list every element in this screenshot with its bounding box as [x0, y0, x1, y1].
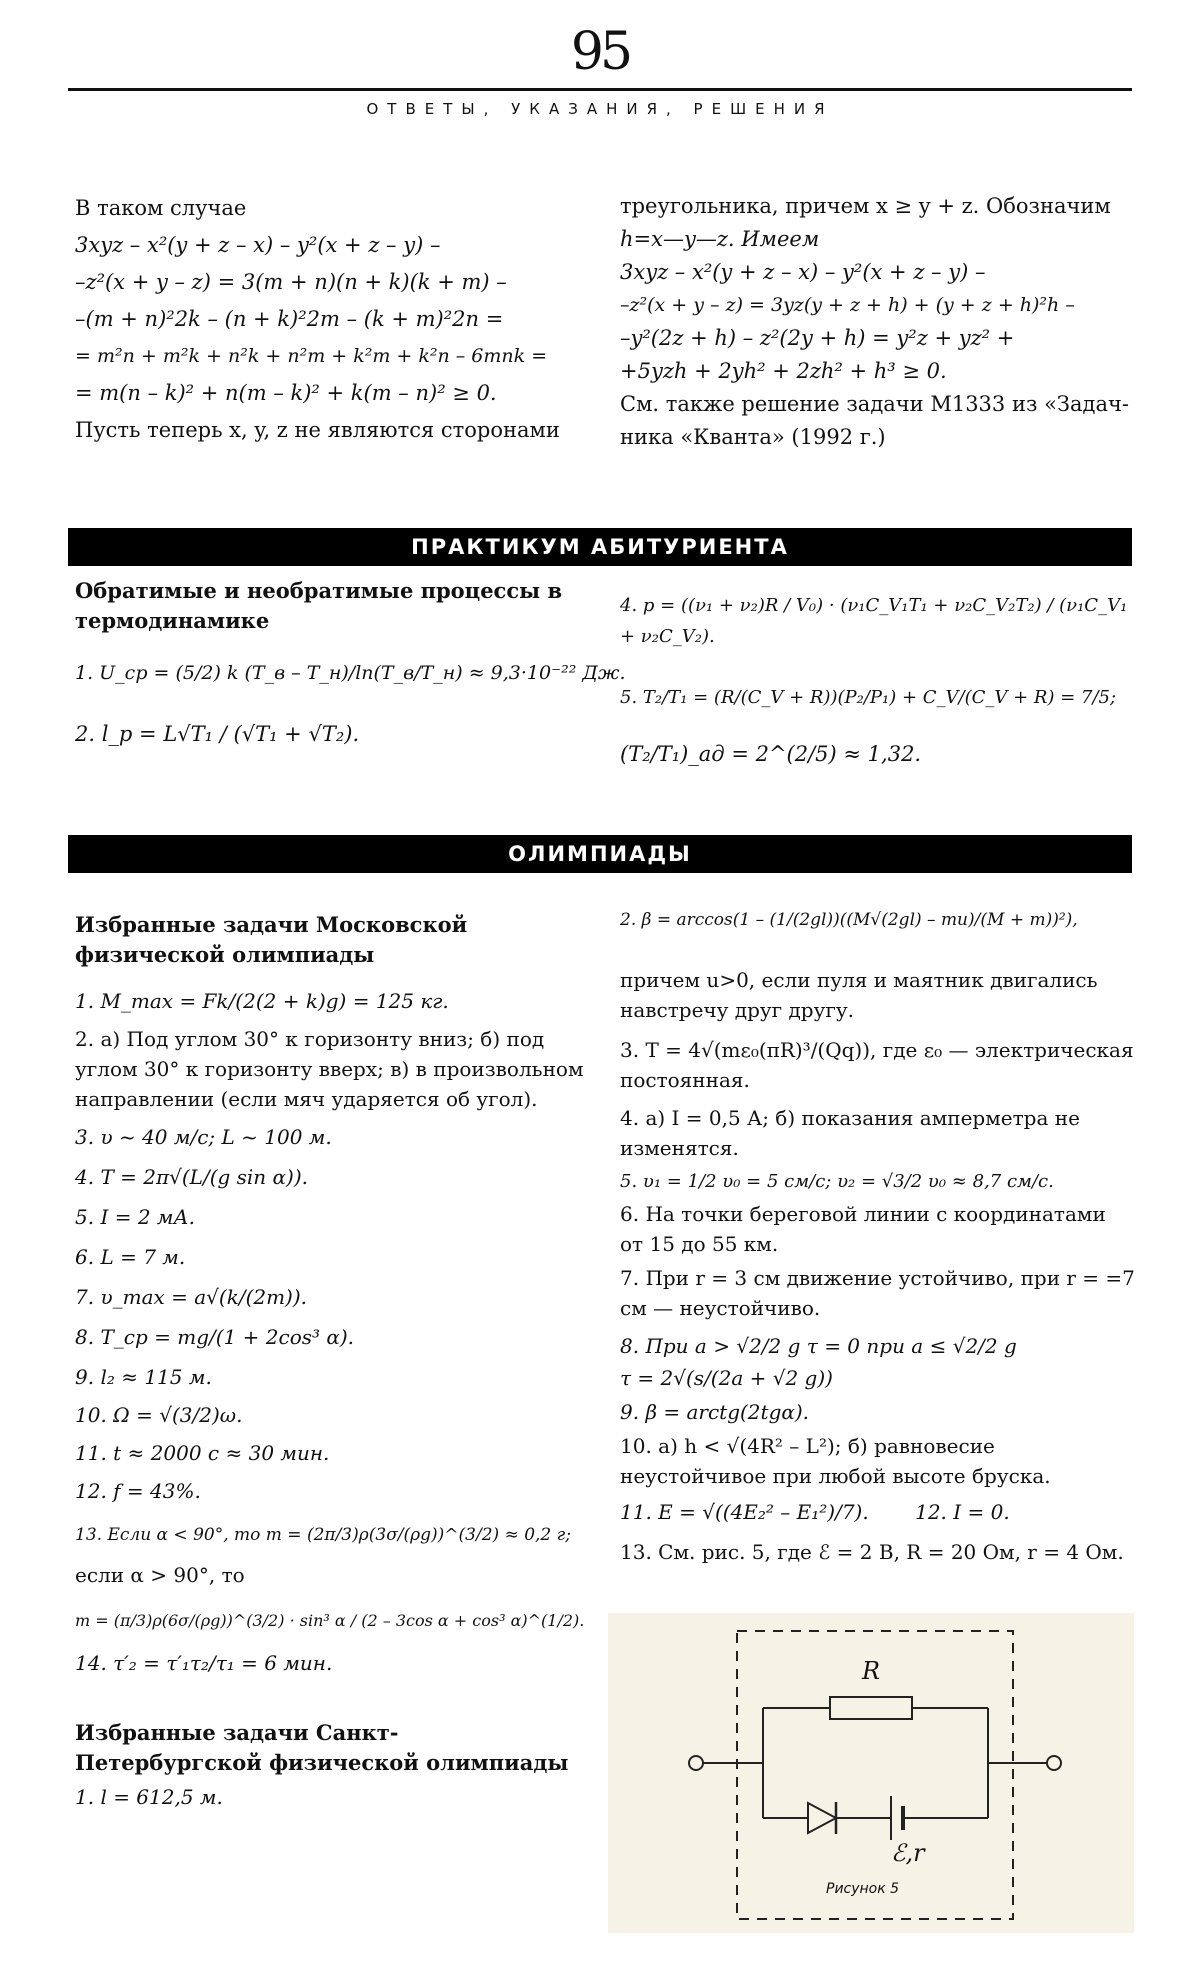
- top-right-column: [620, 190, 1140, 454]
- text-line: ника «Кванта» (1992 г.): [620, 425, 886, 449]
- answer-item: 12. I = 0.: [915, 1500, 1010, 1524]
- formula-line: 3xyz – x²(y + z – x) – y²(x + z – y) –: [620, 260, 986, 284]
- answer-item: 1. l = 612,5 м.: [75, 1785, 223, 1809]
- formula-line: h=x—y—z. Имеем: [620, 227, 820, 251]
- answer-item: 1. M_max = Fk/(2(2 + k)g) = 125 кг.: [75, 989, 449, 1013]
- terminal-left: [689, 1756, 703, 1770]
- answer-item: 2. а) Под углом 30° к горизонту вниз; б) под углом 30° к горизонту вверх; в) в произвольном направлении (если мяч ударяется об угол).: [75, 1027, 584, 1111]
- section-bar-practicum: ПРАКТИКУМ АБИТУРИЕНТА: [68, 528, 1132, 566]
- answer-item: 6. L = 7 м.: [75, 1245, 186, 1269]
- answer-item: 11. E = √((4E₂² – E₁²)/7).: [620, 1500, 869, 1524]
- formula-line: +5yzh + 2yh² + 2zh² + h³ ≥ 0.: [620, 359, 947, 383]
- answer-item: 9. β = arctg(2tgα).: [620, 1400, 810, 1424]
- olympiad-right-column: [620, 905, 1135, 1567]
- page-number: 95: [570, 22, 630, 82]
- answer-item: 8. При a > √2/2 g τ = 0 при a ≤ √2/2 g: [620, 1334, 1017, 1358]
- answer-item: 4. T = 2π√(L/(g sin α)).: [75, 1165, 309, 1189]
- answer-item: причем u>0, если пуля и маятник двигались навстречу друг другу.: [620, 968, 1098, 1022]
- emf-label: ℰ,r: [891, 1839, 925, 1867]
- text-line: треугольника, причем x ≥ y + z. Обозначим: [620, 194, 1111, 218]
- answer-item: (T₂/T₁)_ад = 2^(2/5) ≈ 1,32.: [620, 742, 922, 766]
- text-line: См. также решение задачи М1333 из «Задач-: [620, 392, 1129, 416]
- answer-item: 10. Ω = √(3/2)ω.: [75, 1403, 243, 1427]
- answer-item: 13. См. рис. 5, где ℰ = 2 В, R = 20 Ом, r = 4 Ом.: [620, 1540, 1124, 1564]
- diode-triangle: [808, 1803, 836, 1833]
- formula-line: –z²(x + y – z) = 3(m + n)(n + k)(k + m) –: [75, 270, 507, 294]
- section-subhead: Избранные задачи Санкт-Петербургской физической олимпиады: [75, 1720, 569, 1775]
- answer-item: 7. При r = 3 см движение устойчиво, при r = =7 см — неустойчиво.: [620, 1266, 1135, 1320]
- answer-item: 12. f = 43%.: [75, 1479, 201, 1503]
- resistor-label: R: [862, 1657, 881, 1685]
- answer-item: 3. υ ~ 40 м/с; L ~ 100 м.: [75, 1125, 332, 1149]
- answer-item: 4. а) I = 0,5 А; б) показания амперметра не изменятся.: [620, 1106, 1080, 1160]
- section-bar-olympiads: ОЛИМПИАДЫ: [68, 835, 1132, 873]
- answer-item: 3. T = 4√(mε₀(πR)³/(Qq)), где ε₀ — электрическая постоянная.: [620, 1038, 1134, 1092]
- text-line: В таком случае: [75, 196, 247, 220]
- answer-item: если α > 90°, то: [75, 1563, 245, 1587]
- answer-item: 9. l₂ ≈ 115 м.: [75, 1365, 212, 1389]
- formula-line: 3xyz – x²(y + z – x) – y²(x + z – y) –: [75, 233, 441, 257]
- answer-item: 4. p = ((ν₁ + ν₂)R / V₀) · (ν₁C_V₁T₁ + ν₂C_V₂T₂) / (ν₁C_V₁ + ν₂C_V₂).: [620, 595, 1128, 647]
- answer-item: 10. а) h < √(4R² – L²); б) равновесие неустойчивое при любой высоте бруска.: [620, 1434, 1051, 1488]
- text-line: Пусть теперь x, y, z не являются сторонами: [75, 418, 560, 442]
- answer-item: 1. U_ср = (5/2) k (T_в – T_н)/ln(T_в/T_н) ≈ 9,3·10⁻²² Дж.: [75, 662, 626, 684]
- formula-line: = m²n + m²k + n²k + n²m + k²m + k²n – 6mnk =: [75, 345, 548, 367]
- resistor: [830, 1697, 912, 1719]
- figure-caption: Рисунок 5: [826, 1881, 900, 1897]
- answer-item: 8. T_ср = mg/(1 + 2cos³ α).: [75, 1325, 355, 1349]
- section-subhead: Обратимые и необратимые процессы в термодинамике: [75, 578, 563, 633]
- answer-item: τ = 2√(s/(2a + √2 g)): [620, 1366, 833, 1390]
- answer-item: 2. l_р = L√T₁ / (√T₁ + √T₂).: [75, 722, 360, 746]
- answer-item: 5. T₂/T₁ = (R/(C_V + R))(P₂/P₁) + C_V/(C_V + R) = 7/5;: [620, 687, 1117, 708]
- answer-item: 2. β = arccos(1 – (1/(2gl))((M√(2gl) – mu)/(M + m))²),: [620, 910, 1078, 930]
- answer-item: 14. τ′₂ = τ′₁τ₂/τ₁ = 6 мин.: [75, 1651, 333, 1675]
- circuit-figure: [608, 1613, 1134, 1933]
- answer-item: 7. υ_max = a√(k/(2m)).: [75, 1285, 308, 1309]
- answer-item: 5. I = 2 мА.: [75, 1205, 195, 1229]
- answer-item: 11. t ≈ 2000 с ≈ 30 мин.: [75, 1441, 330, 1465]
- practicum-left-column: [75, 576, 626, 750]
- formula-line: –(m + n)²2k – (n + k)²2m – (k + m)²2n =: [75, 307, 504, 331]
- answer-item: 5. υ₁ = 1/2 υ₀ = 5 см/с; υ₂ = √3/2 υ₀ ≈ 8,7 см/с.: [620, 1171, 1054, 1192]
- answer-item: 13. Если α < 90°, то m = (2π/3)ρ(3σ/(ρg))^(3/2) ≈ 0,2 г;: [75, 1525, 571, 1545]
- header-rule: [68, 88, 1132, 91]
- terminal-right: [1047, 1756, 1061, 1770]
- olympiad-left-column: [75, 910, 585, 1812]
- top-left-column: [75, 190, 585, 449]
- section-subhead: Избранные задачи Московской физической олимпиады: [75, 912, 468, 967]
- formula-line: = m(n – k)² + n(m – k)² + k(m – n)² ≥ 0.: [75, 381, 497, 405]
- answer-item: m = (π/3)ρ(6σ/(ρg))^(3/2) · sin³ α / (2 – 3cos α + cos³ α)^(1/2).: [75, 1611, 585, 1630]
- answer-item: 6. На точки береговой линии с координатами от 15 до 55 км.: [620, 1202, 1106, 1256]
- practicum-right-column: [620, 590, 1135, 770]
- formula-line: –y²(2z + h) – z²(2y + h) = y²z + yz² +: [620, 326, 1015, 350]
- running-head: ОТВЕТЫ, УКАЗАНИЯ, РЕШЕНИЯ: [366, 100, 834, 118]
- formula-line: –z²(x + y – z) = 3yz(y + z + h) + (y + z + h)²h –: [620, 294, 1075, 316]
